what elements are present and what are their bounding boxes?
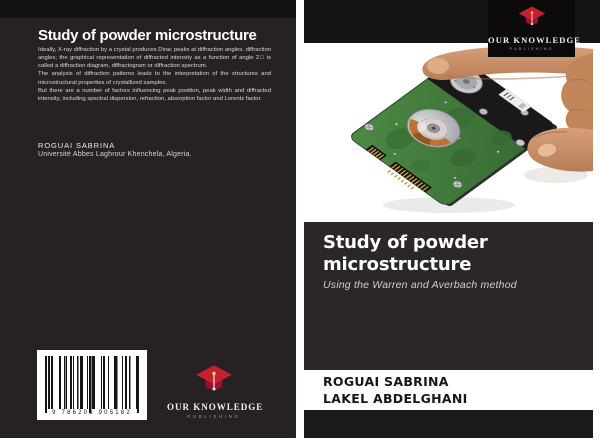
cover-title: Study of powder microstructure [323,232,488,275]
hand-holding-hdd-illustration [304,43,593,222]
author-name: ROGUAI SABRINA [323,374,449,389]
synopsis-paragraph: The analysis of diffraction patterns leads to the interpretation of the structures and microstructural properties of crystallized samples. [38,71,271,86]
barcode-guard [89,356,91,413]
authors-band [304,370,593,410]
graduation-cap-icon [518,5,546,29]
bottom-band [304,410,593,438]
graduation-cap-icon [195,364,233,395]
isbn-barcode [37,350,147,420]
synopsis-text [38,46,271,103]
publisher-name: OUR KNOWLEDGE [488,35,581,45]
top-strip-left [0,0,296,18]
publisher-logo [167,364,264,419]
cover-subtitle: Using the Warren and Averbach method [323,279,517,291]
author-name-small: ROGUAI SABRINA [38,141,116,150]
synopsis-paragraph: But there are a number of factors influencing peak position, peak width and diffracted intensity, including spectral dispersion, refraction, absorption factor and Lorentz factor. [38,87,271,102]
author-name: LAKEL ABDELGHANI [323,391,468,406]
thumb [527,128,593,172]
title-panel [304,222,593,370]
hdd-photo [304,43,593,222]
synopsis-paragraph: Ideally, X-ray diffraction by a crystal produces Dirac peaks at diffraction angles. diffraction angles; the graphical representation of diffracted intensity as a function of angle 2□ is called a diffraction diagram, diffractogram or diffraction spectrum. [38,47,271,70]
publisher-subname: PUBLISHING [187,414,241,419]
publisher-logo-top [488,0,581,57]
barcode-bars [45,356,139,409]
author-affiliation: Université Abbes Laghrour Khenchela, Algeria. [38,151,192,158]
front-title: Study of powder microstructure [38,27,257,44]
isbn-digits: 9 786203 905182 [52,410,132,416]
barcode-guard [45,356,47,413]
front-synopsis-panel [0,0,296,438]
publisher-name: OUR KNOWLEDGE [167,402,264,412]
publisher-subname: PUBLISHING [509,46,554,51]
barcode-guard [137,356,139,413]
